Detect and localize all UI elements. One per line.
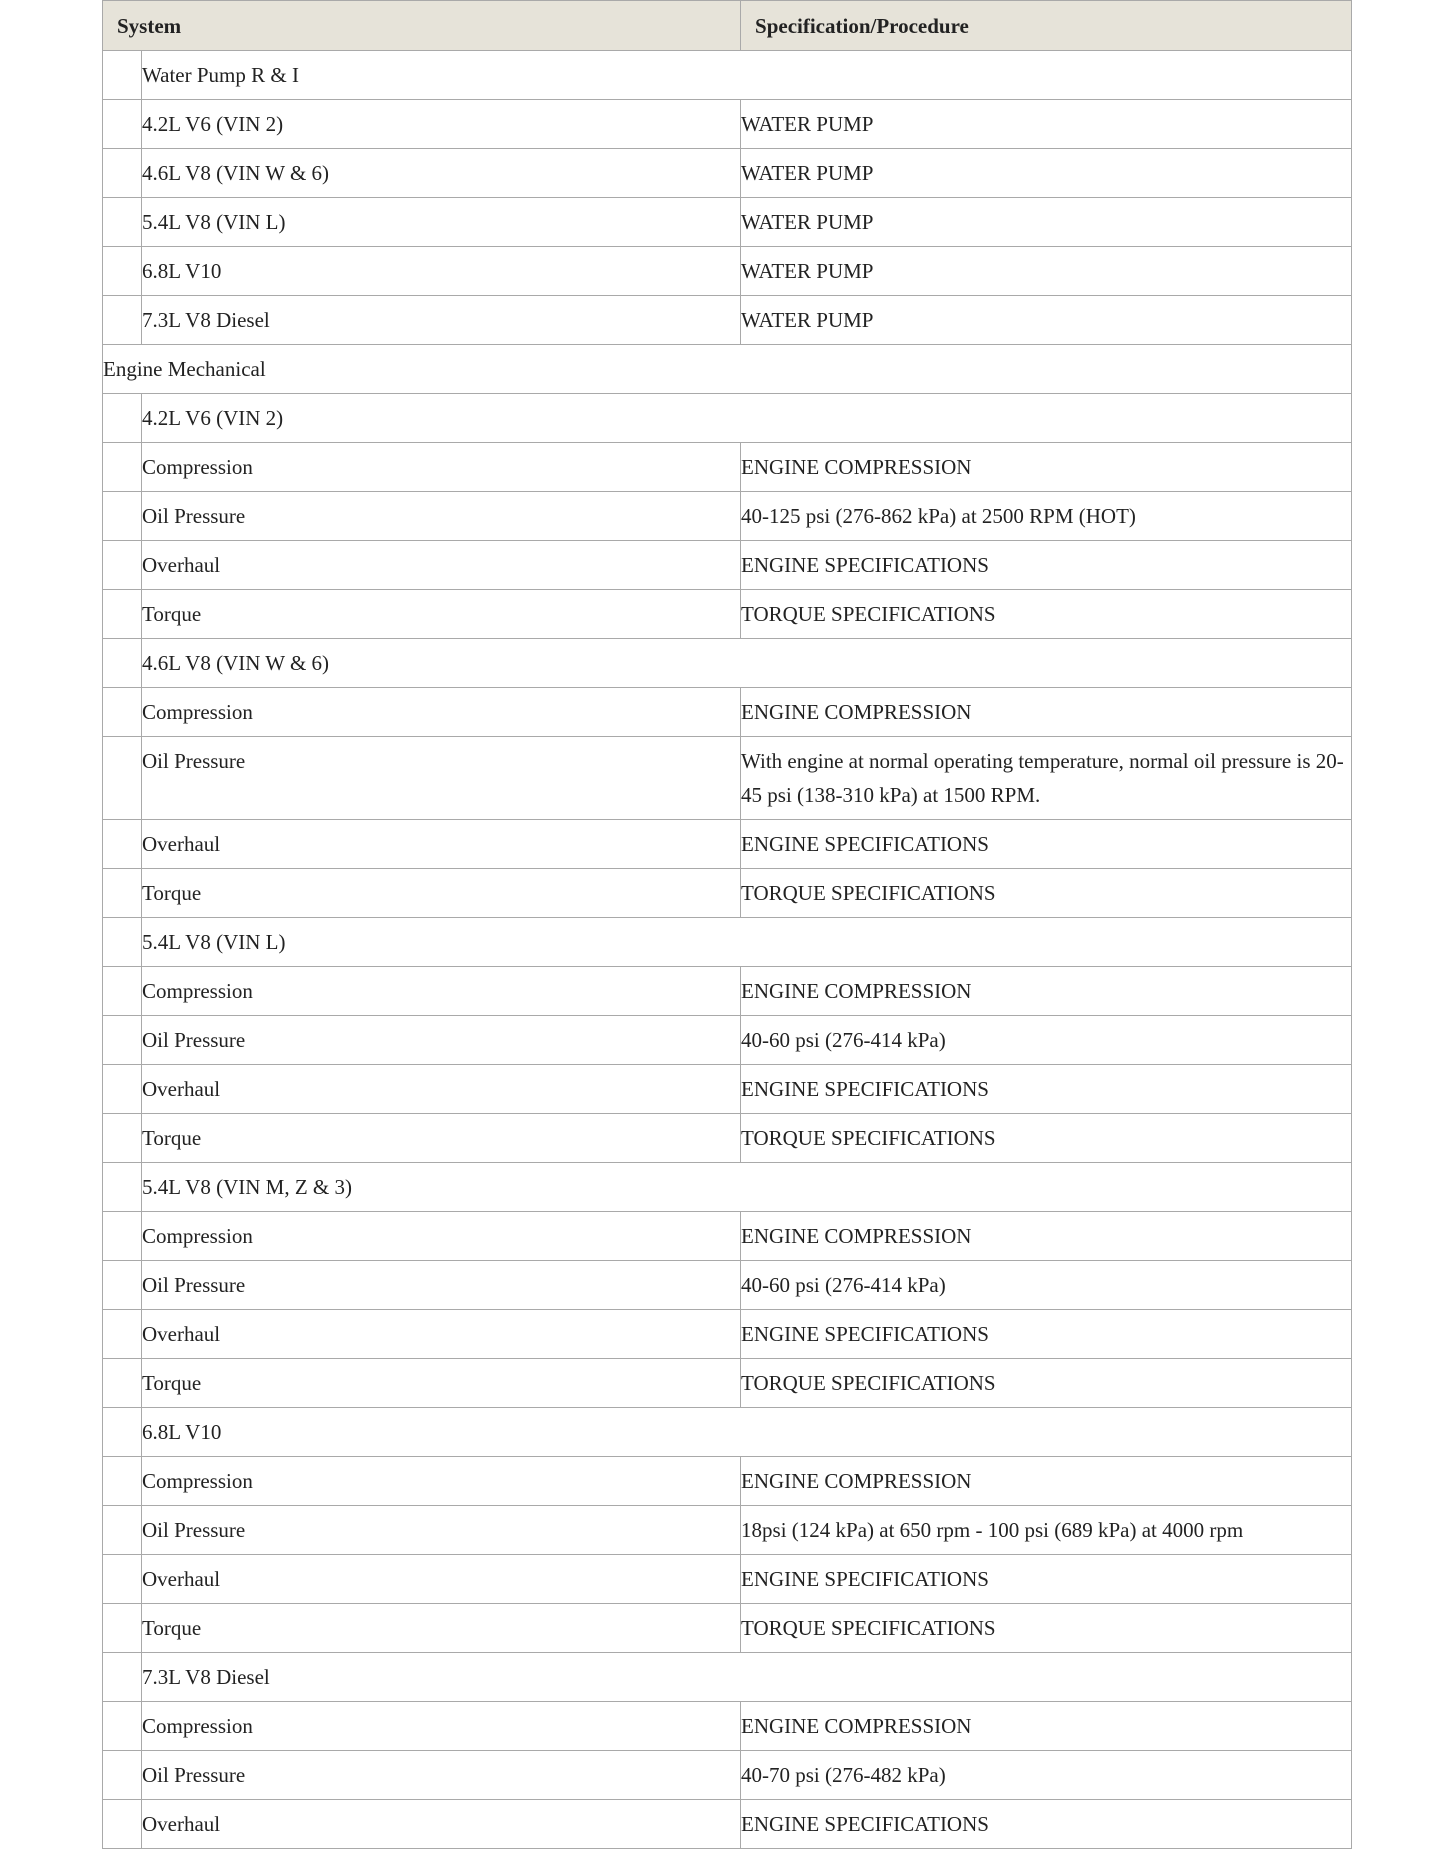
item-label: Oil Pressure: [142, 737, 741, 820]
indent-cell: [103, 1751, 142, 1800]
indent-cell: [103, 247, 142, 296]
indent-cell: [103, 1212, 142, 1261]
table-row: [103, 198, 1352, 247]
table-row: [103, 1604, 1352, 1653]
table-row: [103, 737, 1352, 820]
item-label: Compression: [142, 1702, 741, 1751]
section-row: [103, 345, 1352, 394]
table-row: [103, 247, 1352, 296]
item-value: WATER PUMP: [741, 100, 1352, 149]
indent-cell: [103, 820, 142, 869]
item-label: Overhaul: [142, 820, 741, 869]
indent-cell: [103, 296, 142, 345]
item-value: ENGINE COMPRESSION: [741, 443, 1352, 492]
item-label: Torque: [142, 590, 741, 639]
item-label: Compression: [142, 1457, 741, 1506]
item-value: ENGINE COMPRESSION: [741, 1702, 1352, 1751]
item-value: 40-60 psi (276-414 kPa): [741, 1016, 1352, 1065]
group-row: [103, 394, 1352, 443]
table-row: [103, 1555, 1352, 1604]
indent-cell: [103, 51, 142, 100]
group-row: [103, 918, 1352, 967]
table-row: [103, 590, 1352, 639]
item-value: With engine at normal operating temperature, normal oil pressure is 20-45 psi (138-310 kPa) at 1500 RPM.: [741, 737, 1352, 820]
item-label: Oil Pressure: [142, 1261, 741, 1310]
table-row: [103, 1800, 1352, 1849]
item-value: TORQUE SPECIFICATIONS: [741, 1359, 1352, 1408]
group-row: [103, 51, 1352, 100]
table-row: [103, 1751, 1352, 1800]
header-system: System: [103, 1, 741, 51]
table-row: [103, 1702, 1352, 1751]
item-value: ENGINE SPECIFICATIONS: [741, 1310, 1352, 1359]
item-value: TORQUE SPECIFICATIONS: [741, 1604, 1352, 1653]
group-row: [103, 1163, 1352, 1212]
item-label: Overhaul: [142, 1555, 741, 1604]
item-label: Compression: [142, 688, 741, 737]
table-row: [103, 1261, 1352, 1310]
item-value: ENGINE SPECIFICATIONS: [741, 1555, 1352, 1604]
indent-cell: [103, 1408, 142, 1457]
table-header-row: [103, 1, 1352, 51]
section-label: Engine Mechanical: [103, 345, 1352, 394]
indent-cell: [103, 869, 142, 918]
item-value: WATER PUMP: [741, 247, 1352, 296]
indent-cell: [103, 1800, 142, 1849]
table-row: [103, 1114, 1352, 1163]
indent-cell: [103, 198, 142, 247]
indent-cell: [103, 688, 142, 737]
item-value: ENGINE SPECIFICATIONS: [741, 1800, 1352, 1849]
indent-cell: [103, 541, 142, 590]
item-label: Oil Pressure: [142, 492, 741, 541]
table-row: [103, 296, 1352, 345]
indent-cell: [103, 1163, 142, 1212]
table-row: [103, 688, 1352, 737]
item-label: Torque: [142, 869, 741, 918]
indent-cell: [103, 394, 142, 443]
table-row: [103, 149, 1352, 198]
indent-cell: [103, 100, 142, 149]
table-row: [103, 820, 1352, 869]
item-value: TORQUE SPECIFICATIONS: [741, 869, 1352, 918]
table-row: [103, 1065, 1352, 1114]
item-value: TORQUE SPECIFICATIONS: [741, 1114, 1352, 1163]
indent-cell: [103, 639, 142, 688]
item-label: Torque: [142, 1114, 741, 1163]
indent-cell: [103, 149, 142, 198]
table-row: [103, 1359, 1352, 1408]
indent-cell: [103, 1506, 142, 1555]
group-label: 7.3L V8 Diesel: [142, 1653, 1352, 1702]
item-value: ENGINE COMPRESSION: [741, 1457, 1352, 1506]
item-label: Oil Pressure: [142, 1751, 741, 1800]
group-label: 6.8L V10: [142, 1408, 1352, 1457]
spec-table: [102, 0, 1352, 1849]
indent-cell: [103, 1555, 142, 1604]
indent-cell: [103, 1114, 142, 1163]
table-row: [103, 100, 1352, 149]
table-row: [103, 443, 1352, 492]
item-label: Oil Pressure: [142, 1016, 741, 1065]
item-value: 40-70 psi (276-482 kPa): [741, 1751, 1352, 1800]
item-label: Compression: [142, 443, 741, 492]
indent-cell: [103, 443, 142, 492]
item-value: WATER PUMP: [741, 198, 1352, 247]
indent-cell: [103, 1653, 142, 1702]
table-row: [103, 1310, 1352, 1359]
item-label: Torque: [142, 1604, 741, 1653]
indent-cell: [103, 918, 142, 967]
item-value: ENGINE COMPRESSION: [741, 967, 1352, 1016]
indent-cell: [103, 1310, 142, 1359]
item-label: 6.8L V10: [142, 247, 741, 296]
item-value: ENGINE COMPRESSION: [741, 1212, 1352, 1261]
item-value: 18psi (124 kPa) at 650 rpm - 100 psi (689 kPa) at 4000 rpm: [741, 1506, 1352, 1555]
item-label: 4.2L V6 (VIN 2): [142, 100, 741, 149]
group-label: 5.4L V8 (VIN L): [142, 918, 1352, 967]
indent-cell: [103, 492, 142, 541]
item-label: Overhaul: [142, 1310, 741, 1359]
group-label: 5.4L V8 (VIN M, Z & 3): [142, 1163, 1352, 1212]
group-row: [103, 1653, 1352, 1702]
item-label: 4.6L V8 (VIN W & 6): [142, 149, 741, 198]
table-row: [103, 1457, 1352, 1506]
item-label: Torque: [142, 1359, 741, 1408]
group-label: Water Pump R & I: [142, 51, 1352, 100]
item-value: ENGINE SPECIFICATIONS: [741, 1065, 1352, 1114]
group-label: 4.6L V8 (VIN W & 6): [142, 639, 1352, 688]
table-body: [103, 51, 1352, 1849]
item-value: TORQUE SPECIFICATIONS: [741, 590, 1352, 639]
table-row: [103, 492, 1352, 541]
indent-cell: [103, 1016, 142, 1065]
table-row: [103, 1016, 1352, 1065]
item-label: Overhaul: [142, 541, 741, 590]
indent-cell: [103, 1604, 142, 1653]
indent-cell: [103, 1457, 142, 1506]
item-value: ENGINE SPECIFICATIONS: [741, 820, 1352, 869]
item-value: ENGINE SPECIFICATIONS: [741, 541, 1352, 590]
group-row: [103, 639, 1352, 688]
table-row: [103, 1506, 1352, 1555]
indent-cell: [103, 1702, 142, 1751]
indent-cell: [103, 590, 142, 639]
table-row: [103, 1212, 1352, 1261]
item-value: 40-125 psi (276-862 kPa) at 2500 RPM (HOT): [741, 492, 1352, 541]
item-value: WATER PUMP: [741, 296, 1352, 345]
item-label: Overhaul: [142, 1065, 741, 1114]
item-label: 7.3L V8 Diesel: [142, 296, 741, 345]
table-row: [103, 869, 1352, 918]
group-label: 4.2L V6 (VIN 2): [142, 394, 1352, 443]
table-row: [103, 967, 1352, 1016]
indent-cell: [103, 1359, 142, 1408]
item-label: Overhaul: [142, 1800, 741, 1849]
item-label: Oil Pressure: [142, 1506, 741, 1555]
item-value: 40-60 psi (276-414 kPa): [741, 1261, 1352, 1310]
indent-cell: [103, 967, 142, 1016]
item-label: Compression: [142, 1212, 741, 1261]
indent-cell: [103, 1261, 142, 1310]
table-row: [103, 541, 1352, 590]
item-label: 5.4L V8 (VIN L): [142, 198, 741, 247]
group-row: [103, 1408, 1352, 1457]
item-label: Compression: [142, 967, 741, 1016]
item-value: WATER PUMP: [741, 149, 1352, 198]
indent-cell: [103, 737, 142, 820]
item-value: ENGINE COMPRESSION: [741, 688, 1352, 737]
indent-cell: [103, 1065, 142, 1114]
header-spec: Specification/Procedure: [741, 1, 1352, 51]
